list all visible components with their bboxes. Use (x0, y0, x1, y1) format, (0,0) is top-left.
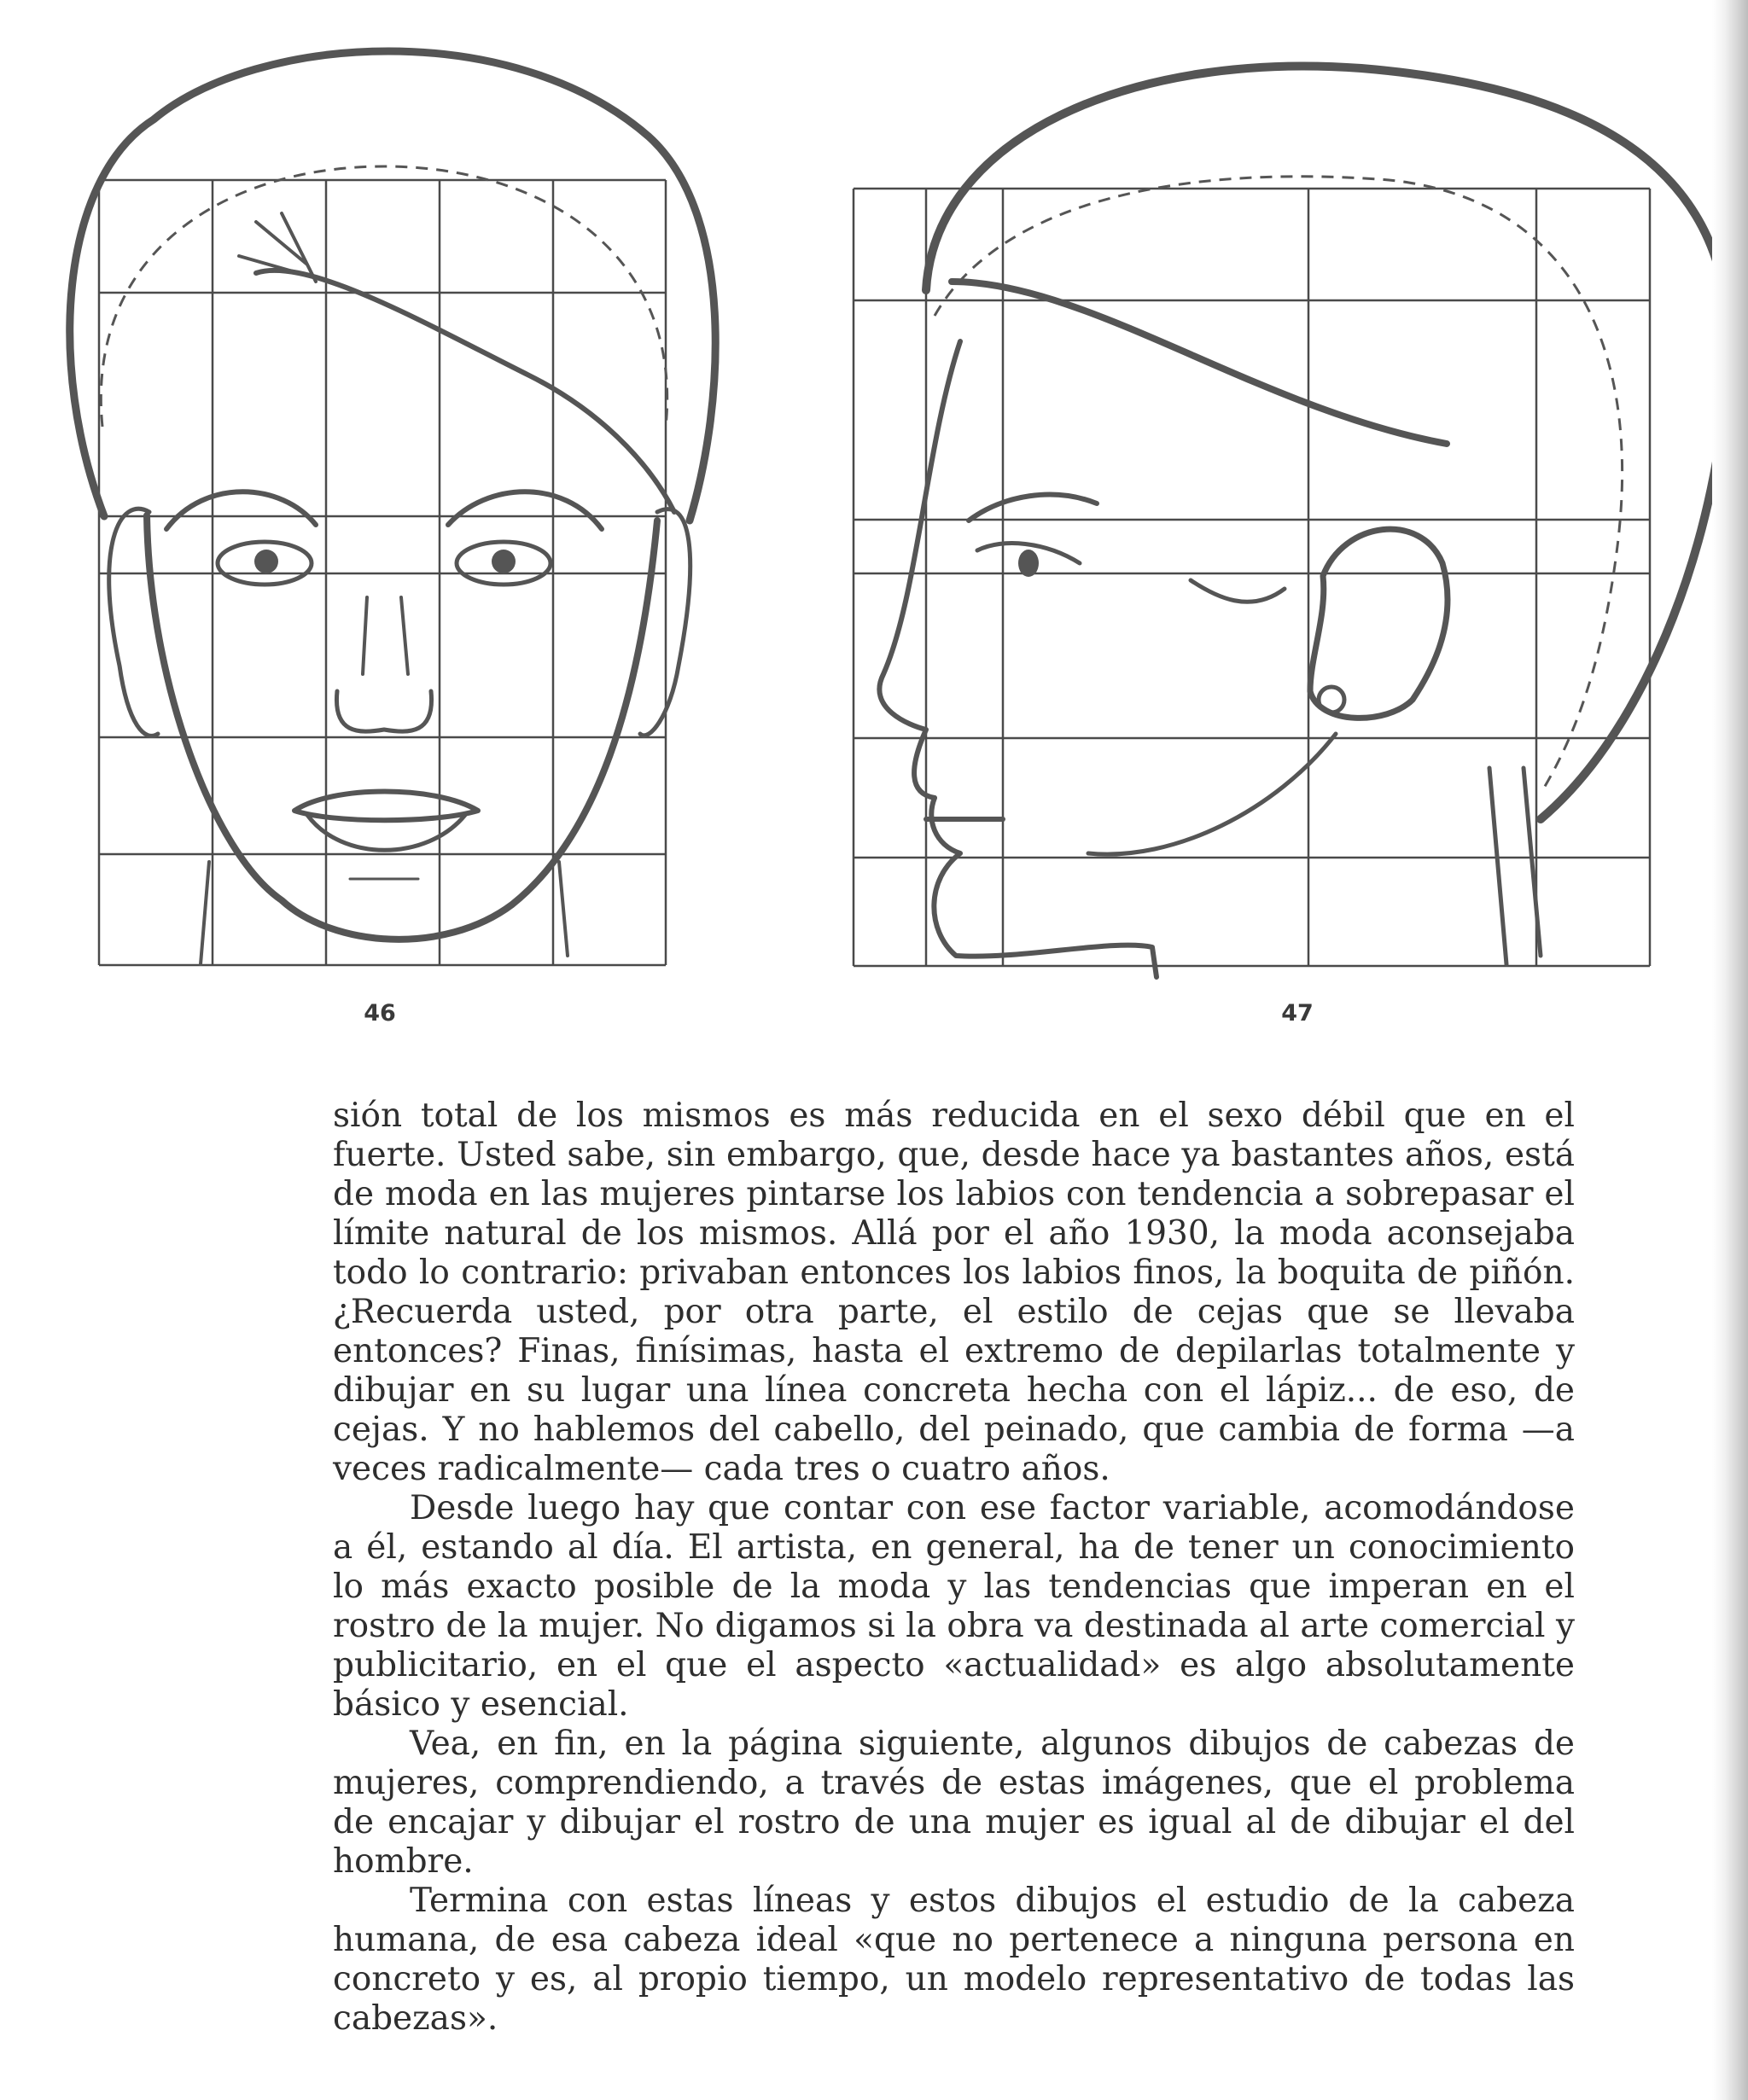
paragraph-2: Desde luego hay que contar con ese factor variable, acomodándose a él, estando al día. El artista, en general, ha de tener un conocimiento lo más exacto posible de la moda y las tendencias que imperan en el rostro de la mujer. No digamos si la obra va destinada al arte comercial y publicitario, en el que el aspecto «actualidad» es algo absolutamente básico y esencial. (333, 1489, 1575, 1724)
figure-46-front-head-drawing (0, 0, 854, 990)
page-binding-edge (1712, 0, 1748, 2100)
profile-head-outline (879, 66, 1728, 977)
paragraph-1: sión total de los mismos es más reducida en el sexo débil que en el fuerte. Usted sabe, sin embargo, que, desde hace ya bastantes años, está de moda en las mujeres pintarse los labios con tendencia a sobrepasar el límite natural de los mismos. Allá por el año 1930, la moda aconsejaba todo lo contrario: privaban entonces los labios finos, la boquita de piñón. ¿Recuerda usted, por otra parte, el estilo de cejas que se llevaba entonces? Finas, finísimas, hasta el extremo de depilarlas totalmente y dibujar en su lugar una línea concreta hecha con el lápiz... de eso, de cejas. Y no hablemos del cabello, del peinado, que cambia de forma —a veces radicalmente— cada tres o cuatro años. (333, 1097, 1575, 1488)
figure-number-47: 47 (1281, 1000, 1314, 1027)
body-text (333, 1097, 1575, 2039)
figure-47-profile-head-drawing (832, 0, 1748, 990)
figure-number-46: 46 (364, 1000, 396, 1027)
paragraph-4: Termina con estas líneas y estos dibujos el estudio de la cabeza humana, de esa cabeza ideal «que no pertenece a ninguna persona en concreto y es, al propio tiempo, un modelo representativo de todas las cabezas». (333, 1882, 1575, 2038)
paragraph-3: Vea, en fin, en la página siguiente, algunos dibujos de cabezas de mujeres, comprendiendo, a través de estas imágenes, que el problema de encajar y dibujar el rostro de una mujer es igual al de dibujar el del hombre. (333, 1725, 1575, 1881)
proportion-grid-front (99, 180, 666, 965)
front-head-outline (70, 51, 715, 964)
